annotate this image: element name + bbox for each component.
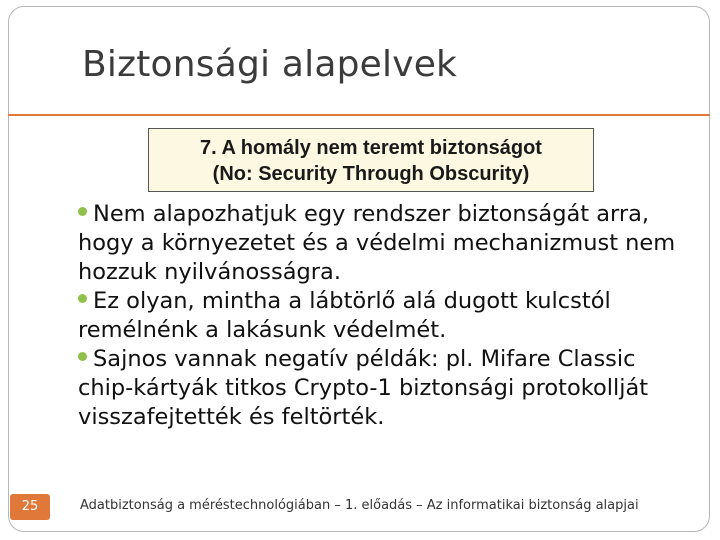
bullet-text: Ez olyan, mintha a lábtörlő alá dugott kulcstól remélnénk a lakásunk védelmét. bbox=[78, 288, 611, 343]
slide-footer: Adatbiztonság a méréstechnológiában – 1. előadás – Az informatikai biztonság alapjai bbox=[80, 498, 639, 513]
bullet-list bbox=[78, 200, 688, 432]
bullet-item bbox=[78, 200, 688, 287]
bullet-dot-icon bbox=[78, 294, 87, 303]
callout-line-2: (No: Security Through Obscurity) bbox=[212, 163, 530, 185]
bullet-text: Nem alapozhatjuk egy rendszer biztonságát arra, hogy a környezetet és a védelmi mechanizmust nem hozzuk nyilvánosságra. bbox=[78, 201, 676, 285]
slide-title: Biztonsági alapelvek bbox=[82, 44, 458, 85]
bullet-item bbox=[78, 287, 688, 345]
page-number-badge: 25 bbox=[10, 494, 50, 520]
bullet-dot-icon bbox=[78, 207, 87, 216]
bullet-dot-icon bbox=[78, 352, 87, 361]
principle-callout bbox=[148, 128, 594, 192]
callout-line-1: 7. A homály nem teremt biztonságot bbox=[200, 137, 542, 159]
bullet-text: Sajnos vannak negatív példák: pl. Mifare Classic chip-kártyák titkos Crypto-1 biztonsági protokollját visszafejtették és feltörték. bbox=[78, 346, 649, 430]
bullet-item bbox=[78, 345, 688, 432]
title-divider bbox=[8, 114, 710, 116]
